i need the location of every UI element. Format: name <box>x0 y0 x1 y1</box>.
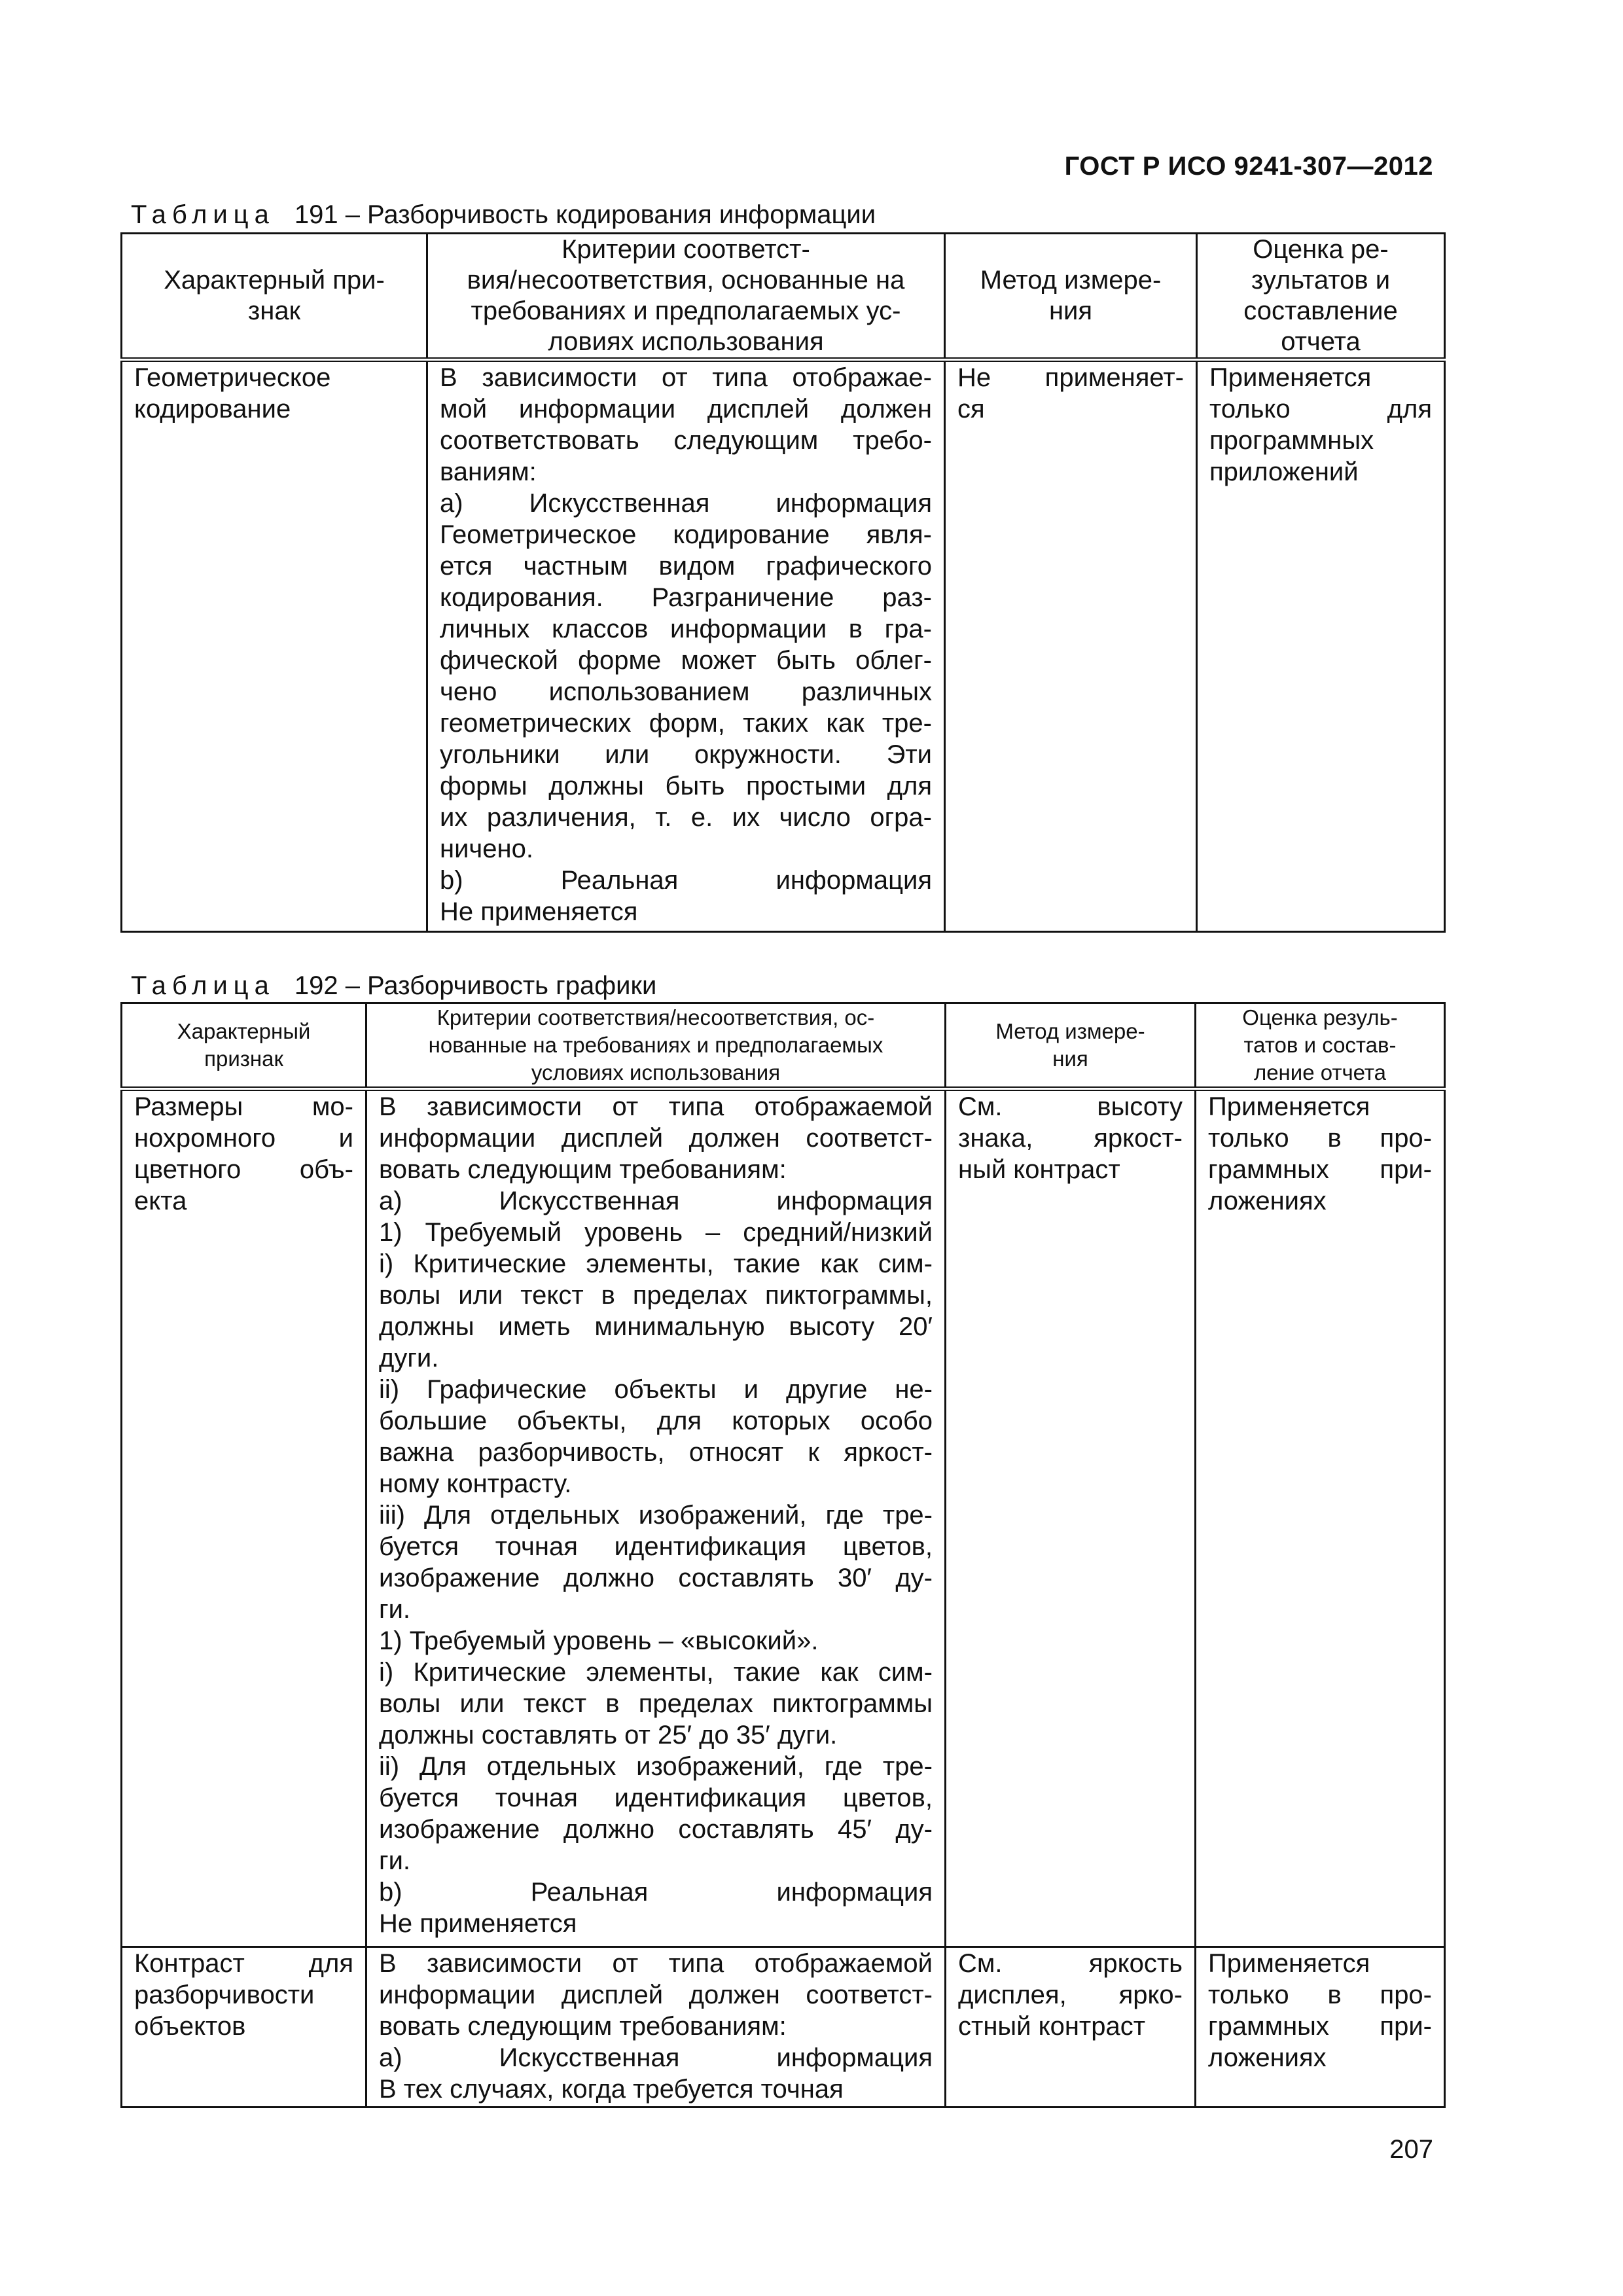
cell-line: вия/несоответствия, основанные на <box>467 266 905 295</box>
cell-line: буется точная идентификация цветов, <box>379 1532 933 1561</box>
cell-line: дуги. <box>379 1344 439 1372</box>
cell-line: граммных при- <box>1208 1155 1432 1184</box>
cell-line: Критерии соответст- <box>562 235 810 264</box>
cell-line: ii) Для отдельных изображений, где тре- <box>379 1752 933 1781</box>
cell-line: ii) Графические объекты и другие не- <box>379 1375 933 1404</box>
column-header <box>366 1003 946 1089</box>
cell-line: изображение должно составлять 45′ ду- <box>379 1815 933 1844</box>
feature-cell <box>122 1089 366 1947</box>
cell-line: См. высоту <box>958 1092 1183 1121</box>
cell-line: угольники или окружности. Эти <box>440 740 932 769</box>
cell-line: Применяется <box>1208 1949 1370 1978</box>
cell-line: екта <box>134 1187 187 1215</box>
column-header <box>1196 1003 1445 1089</box>
cell-line: отчета <box>1281 327 1361 356</box>
method-cell <box>945 360 1197 932</box>
cell-line: геометрических форм, таких как тре- <box>440 709 932 738</box>
cell-line: ния <box>1048 296 1093 325</box>
cell-line: Оценка ре- <box>1253 235 1389 264</box>
cell-line: требованиях и предполагаемых ус- <box>471 296 901 325</box>
cell-line: ничено. <box>440 834 533 863</box>
cell-line: только в про- <box>1208 1124 1432 1153</box>
cell-line: информации дисплей должен соответст- <box>379 1981 933 2009</box>
cell-line: ложениях <box>1208 1187 1327 1215</box>
cell-line: вовать следующим требованиям: <box>379 2012 787 2041</box>
cell-line: См. яркость <box>958 1949 1183 1978</box>
evaluation-cell <box>1197 360 1445 932</box>
feature-cell <box>122 1947 366 2108</box>
cell-line: мой информации дисплей должен <box>440 395 932 423</box>
cell-line: условиях использования <box>531 1060 781 1085</box>
cell-line: Оценка резуль- <box>1242 1005 1398 1030</box>
feature-cell <box>122 360 427 932</box>
cell-line: должны составлять от 25′ до 35′ дуги. <box>379 1721 838 1749</box>
table-row <box>122 360 1445 932</box>
cell-line: b) Реальная информация <box>440 866 932 895</box>
method-cell <box>946 1947 1196 2108</box>
cell-line: буется точная идентификация цветов, <box>379 1784 933 1812</box>
caption-text: 192 – Разборчивость графики <box>294 971 657 1000</box>
cell-line: Характерный <box>177 1019 311 1043</box>
cell-line: Не применяет- <box>957 363 1184 392</box>
cell-line: В тех случаях, когда требуется точная <box>379 2075 844 2104</box>
cell-line: составление <box>1243 296 1398 325</box>
cell-line: i) Критические элементы, такие как сим- <box>379 1249 933 1278</box>
table-row <box>122 1947 1445 2108</box>
cell-line: признак <box>204 1047 283 1071</box>
cell-line: Метод измере- <box>980 266 1162 295</box>
cell-line: ния <box>1052 1047 1088 1071</box>
cell-line: Не применяется <box>440 897 638 926</box>
cell-line: цветного объ- <box>134 1155 353 1184</box>
table-header-row <box>122 1003 1445 1089</box>
table-row <box>122 1089 1445 1947</box>
column-header <box>427 234 945 360</box>
cell-line: волы или текст в пределах пиктограммы <box>379 1689 933 1718</box>
cell-line: только для <box>1209 395 1432 423</box>
cell-line: Применяется <box>1209 363 1372 392</box>
cell-line: ному контрасту. <box>379 1469 572 1498</box>
cell-line: разборчивости <box>134 1981 315 2009</box>
cell-line: их различения, т. е. их число огра- <box>440 803 932 832</box>
cell-line: важна разборчивость, относят к яркост- <box>379 1438 933 1467</box>
cell-line: фической форме может быть облег- <box>440 646 932 675</box>
cell-line: только в про- <box>1208 1981 1432 2009</box>
criteria-cell <box>366 1089 946 1947</box>
table-192-caption <box>131 971 656 1001</box>
caption-word: Таблица <box>131 200 275 229</box>
cell-line: Геометрическое <box>134 363 331 392</box>
cell-line: нохромного и <box>134 1124 353 1153</box>
caption-text: 191 – Разборчивость кодирования информации <box>294 200 876 229</box>
cell-line: большие объекты, для которых особо <box>379 1407 933 1435</box>
cell-line: знак <box>247 296 301 325</box>
cell-line: приложений <box>1209 457 1359 486</box>
cell-line: татов и состав- <box>1243 1033 1397 1057</box>
page-number: 207 <box>1389 2135 1433 2164</box>
cell-line: Размеры мо- <box>134 1092 353 1121</box>
cell-line: Геометрическое кодирование явля- <box>440 520 932 549</box>
cell-line: ется частным видом графического <box>440 552 932 581</box>
cell-line: i) Критические элементы, такие как сим- <box>379 1658 933 1687</box>
cell-line: граммных при- <box>1208 2012 1432 2041</box>
cell-line: ный контраст <box>958 1155 1120 1184</box>
cell-line: Характерный при- <box>164 266 385 295</box>
criteria-cell <box>366 1947 946 2108</box>
cell-line: Критерии соответствия/несоответствия, ос- <box>437 1005 875 1030</box>
column-header <box>122 1003 366 1089</box>
cell-line: изображение должно составлять 30′ ду- <box>379 1564 933 1592</box>
evaluation-cell <box>1196 1089 1445 1947</box>
caption-word: Таблица <box>131 971 275 1000</box>
cell-line: 1) Требуемый уровень – «высокий». <box>379 1626 819 1655</box>
cell-line: В зависимости от типа отображае- <box>440 363 932 392</box>
cell-line: кодирование <box>134 395 291 423</box>
column-header <box>945 234 1197 360</box>
cell-line: дисплея, ярко- <box>958 1981 1183 2009</box>
cell-line: Не применяется <box>379 1909 577 1938</box>
method-cell <box>946 1089 1196 1947</box>
cell-line: 1) Требуемый уровень – средний/низкий <box>379 1218 933 1247</box>
cell-line: ваниям: <box>440 457 537 486</box>
cell-line: ление отчета <box>1253 1060 1387 1085</box>
standard-header: ГОСТ Р ИСО 9241-307—2012 <box>1064 152 1433 181</box>
column-header <box>1197 234 1445 360</box>
cell-line: личных классов информации в гра- <box>440 615 932 643</box>
cell-line: В зависимости от типа отображаемой <box>379 1949 933 1978</box>
cell-line: ги. <box>379 1846 411 1875</box>
cell-line: Применяется <box>1208 1092 1370 1121</box>
cell-line: стный контраст <box>958 2012 1146 2041</box>
table-header-row <box>122 234 1445 360</box>
cell-line: В зависимости от типа отображаемой <box>379 1092 933 1121</box>
cell-line: программных <box>1209 426 1374 455</box>
table-191 <box>120 232 1446 933</box>
criteria-cell <box>427 360 945 932</box>
cell-line: кодирования. Разграничение раз- <box>440 583 932 612</box>
column-header <box>122 234 427 360</box>
cell-line: ги. <box>379 1595 411 1624</box>
cell-line: b) Реальная информация <box>379 1878 933 1907</box>
cell-line: знака, яркост- <box>958 1124 1183 1153</box>
cell-line: ся <box>957 395 985 423</box>
cell-line: ложениях <box>1208 2043 1327 2072</box>
evaluation-cell <box>1196 1947 1445 2108</box>
cell-line: а) Искусственная информация <box>379 2043 933 2072</box>
cell-line: a) Искусственная информация <box>440 489 932 518</box>
cell-line: чено использованием различных <box>440 677 932 706</box>
cell-line: информации дисплей должен соответст- <box>379 1124 933 1153</box>
cell-line: формы должны быть простыми для <box>440 772 932 800</box>
cell-line: волы или текст в пределах пиктограммы, <box>379 1281 933 1310</box>
cell-line: iii) Для отдельных изображений, где тре- <box>379 1501 933 1530</box>
column-header <box>946 1003 1196 1089</box>
cell-line: ловиях использования <box>548 327 824 356</box>
cell-line: объектов <box>134 2012 246 2041</box>
cell-line: нованные на требованиях и предполагаемых <box>428 1033 883 1057</box>
cell-line: вовать следующим требованиям: <box>379 1155 787 1184</box>
cell-line: зультатов и <box>1251 266 1391 295</box>
table-192 <box>120 1002 1446 2108</box>
cell-line: должны иметь минимальную высоту 20′ <box>379 1312 933 1341</box>
cell-line: а) Искусственная информация <box>379 1187 933 1215</box>
cell-line: Метод измере- <box>995 1019 1145 1043</box>
cell-line: Контраст для <box>134 1949 353 1978</box>
cell-line: соответствовать следующим требо- <box>440 426 932 455</box>
table-191-caption <box>131 200 876 230</box>
